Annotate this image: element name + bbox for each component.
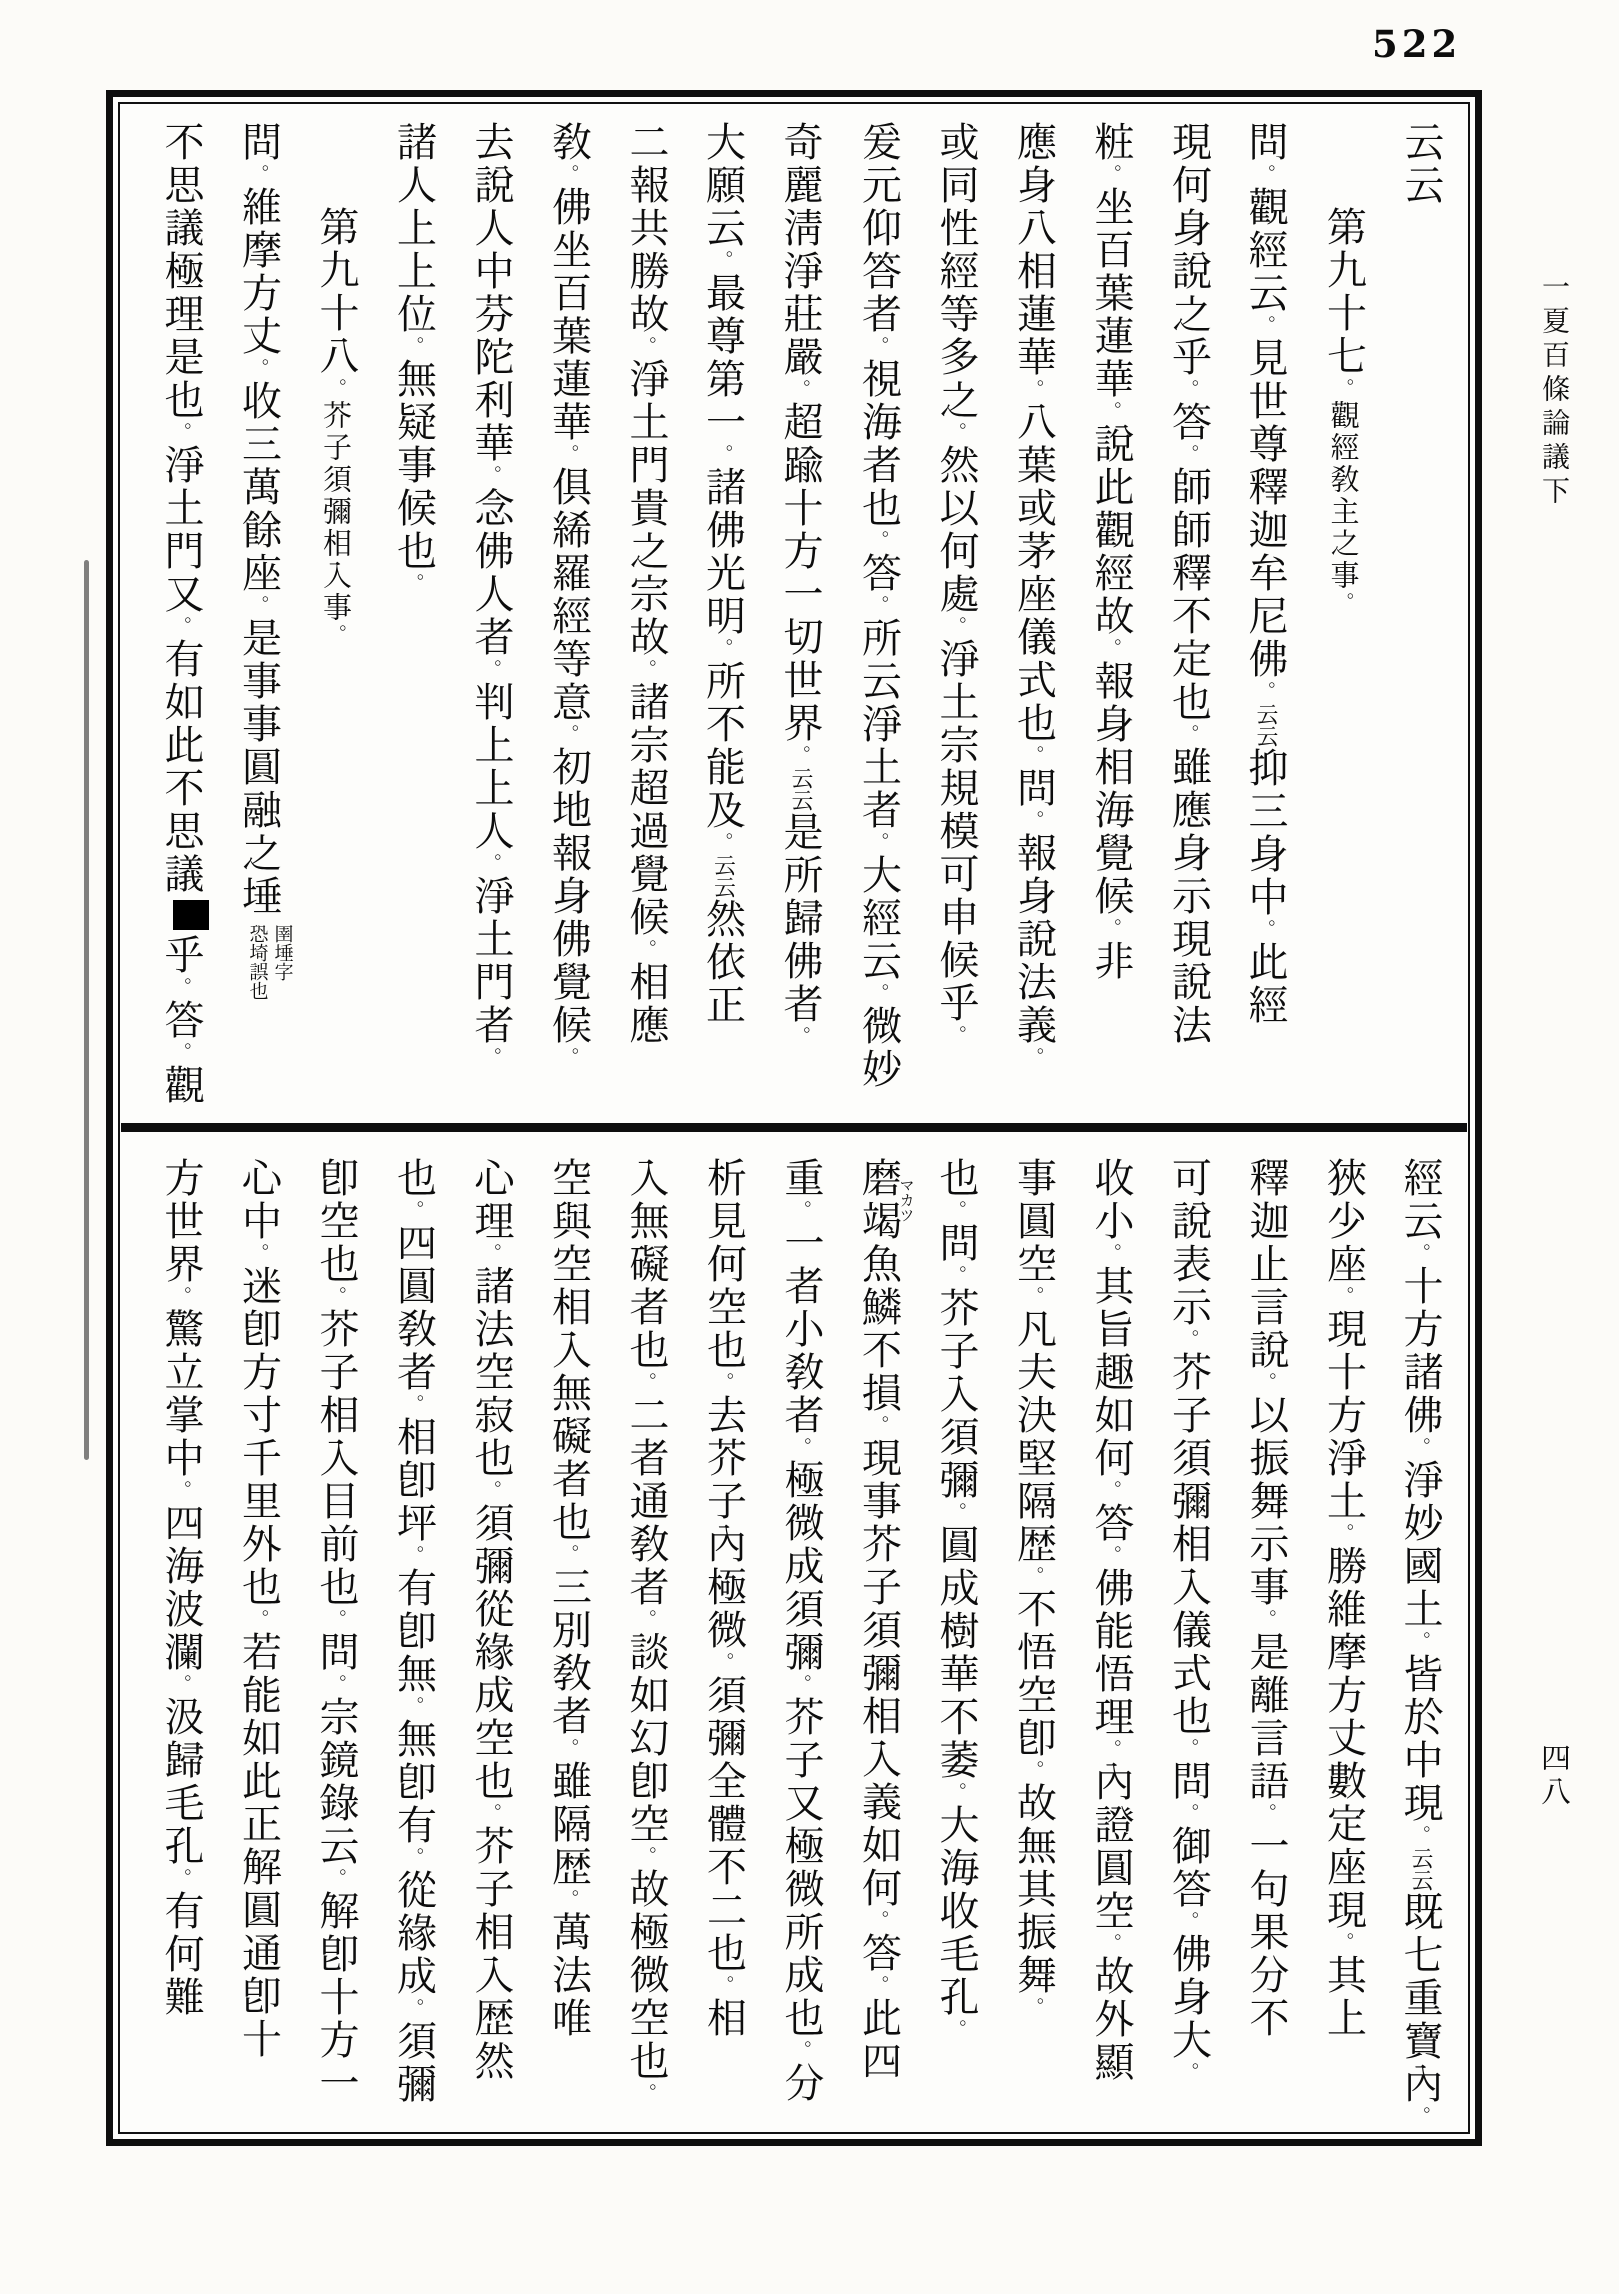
ideographic-period: 。 [170,1868,192,1890]
note-subcolumn: 恐埼誤也 [246,924,269,1000]
text-column: 敎。佛坐百葉蓮華。俱絺羅經等意。初地報身佛覺候。 [545,121,592,1069]
ideographic-period: 。 [1100,1933,1122,1955]
ideographic-period: 。 [170,1480,192,1502]
ideographic-period: 。 [1100,1243,1122,1265]
unun-abbreviation-mark: 云云 [788,767,813,811]
ideographic-period: 。 [945,422,967,444]
text-column: 狹少座。現十方淨土。勝維摩方丈數定座現。其上 [1320,1157,1367,2040]
ideographic-period: 。 [790,1200,812,1222]
ideographic-period: 。 [557,724,580,746]
ideographic-period: 。 [789,379,811,401]
ideographic-period: 。 [402,1200,425,1222]
text-column: 粧。坐百葉蓮華。說此觀經故。報身相海覺候。非 [1088,121,1134,983]
ideographic-period: 。 [1254,164,1276,186]
ideographic-period: 。 [867,832,890,854]
ideographic-period: 。 [402,1998,425,2020]
ideographic-period: 。 [945,1502,967,1524]
ideographic-period: 。 [635,336,657,358]
ideographic-period: 。 [1177,1738,1200,1760]
ideographic-period: 。 [1022,745,1045,767]
ideographic-period: 。 [945,1265,967,1287]
ideographic-period: 。 [402,1545,425,1567]
ideographic-period: 。 [480,659,502,681]
ideographic-period: 。 [635,2083,657,2105]
ideographic-period: 。 [170,1042,192,1064]
ideographic-period: 。 [1022,1566,1045,1588]
ideographic-period: 。 [867,595,890,617]
text-column: 方世界。驚立掌中。四海波瀾。汲歸毛孔。有何難 [158,1157,204,2019]
ideographic-period: 。 [325,1286,347,1308]
ideographic-period: 。 [1255,1609,1277,1631]
text-column: 事圓空。凡夫決堅隔歴。不悟空卽。故無其振舞。 [1010,1157,1057,2019]
ideographic-period: 。 [1022,1047,1045,1069]
ideographic-period: 。 [557,1889,580,1911]
ideographic-period: 。 [1332,1523,1355,1545]
ideographic-period: 。 [635,939,657,961]
interlinear-editorial-note [244,924,294,1000]
ideographic-period: 。 [790,2040,812,2062]
ideographic-period: 。 [1177,724,1200,746]
ideographic-period: 。 [1100,1545,1122,1567]
ideographic-period: 。 [247,358,270,380]
ideographic-period: 。 [402,1394,425,1416]
ideographic-period: 。 [557,1047,580,1069]
ideographic-period: 。 [557,1544,580,1566]
ideographic-period: 。 [325,624,347,646]
ideographic-period: 。 [790,1437,812,1459]
ideographic-period: 。 [1100,401,1122,423]
text-column: 心中。迷卽方寸千里外也。若能如此正解圓通卽十 [235,1157,282,2061]
text-column: 云云 [1398,121,1444,207]
ideographic-period: 。 [711,444,734,466]
ideographic-period: 。 [1332,1286,1355,1308]
ideographic-period: 。 [945,616,967,638]
ideographic-period: 。 [480,1803,502,1825]
ideographic-period: 。 [945,1782,967,1804]
ideographic-period: 。 [635,1372,657,1394]
ideographic-period: 。 [1332,378,1355,400]
text-column: 諸人上上位。無疑事候也。 [390,121,437,595]
ideographic-period: 。 [867,1415,890,1437]
unun-abbreviation-mark: 云云 [710,854,736,898]
ideographic-period: 。 [867,983,890,1005]
ideographic-period: 。 [1254,919,1276,941]
ideographic-period: 。 [170,977,192,999]
ideographic-period: 。 [247,1243,270,1265]
ideographic-period: 。 [247,164,270,186]
text-column: 也。四圓敎者。相卽坪。有卽無。無卽有。從緣成。須彌 [390,1157,437,2106]
ideographic-period: 。 [1177,1329,1200,1351]
ideographic-period: 。 [1409,2106,1431,2128]
ideographic-period: 。 [1022,379,1045,401]
text-column: 或同性經等多之。然以何處。淨土宗規模可申候乎。 [933,121,979,1047]
ideographic-period: 。 [790,1674,812,1696]
ideographic-period: 。 [789,1026,811,1048]
ideographic-period: 。 [170,1674,192,1696]
text-block-frame [106,90,1482,2146]
text-column: 不思議極理是也。淨土門又。有如此不思議乎。答。觀 [142,121,220,1099]
ideographic-period: 。 [557,444,580,466]
ideographic-period: 。 [402,573,425,595]
ideographic-period: 。 [1022,1286,1045,1308]
ideographic-period: 。 [711,638,734,660]
ideographic-period: 。 [325,1868,347,1890]
text-column: 析見何空也。去芥子內極微。須彌全體不二也。相 [700,1157,747,2040]
margin-volume-title: 一夏百條論議下 [1538,272,1571,510]
ideographic-period: 。 [1409,1825,1431,1847]
ideographic-period: 。 [1254,315,1276,337]
text-column: 去說人中芬陀利華。念佛人者。判上上人。淨土門者。 [468,121,514,1069]
ideographic-period: 。 [945,2019,967,2041]
ideographic-period: 。 [945,1025,967,1047]
ideographic-period: 。 [711,832,734,854]
ideographic-period: 。 [867,1910,890,1932]
ideographic-period: 。 [635,659,657,681]
ideographic-period: 。 [480,853,502,875]
ideographic-period: 。 [1100,164,1122,186]
ideographic-period: 。 [402,1696,425,1718]
text-column: 入無礙者也。二者通敎者。談如幻卽空。故極微空也。 [623,1157,669,2105]
ideographic-period: 。 [170,616,192,638]
text-column: 也。問。芥子入須彌。圓成樹華不萎。大海收毛孔。 [933,1157,979,2041]
ideographic-period: 。 [402,336,425,358]
text-column: 心理。諸法空寂也。須彌從緣成空也。芥子相入歴然 [468,1157,514,2083]
section-subtitle: 芥子須彌相入事。 [319,400,353,646]
ideographic-period: 。 [1332,1932,1355,1954]
text-column: 磨竭マカツ魚鱗不損。現事芥子須彌相入義如何。答。此四 [855,1157,916,2083]
ideographic-period: 。 [480,1047,502,1069]
text-column: 釋迦止言說。以振舞示事。是離言語。一句果分不 [1243,1157,1289,2040]
ideographic-period: 。 [480,1480,502,1502]
text-column: 卽空也。芥子相入目前也。問。宗鏡錄云。解卽十方一 [313,1157,359,2105]
ideographic-period: 。 [1409,1631,1431,1653]
ideographic-period: 。 [325,1674,347,1696]
ideographic-period: 。 [1177,444,1200,466]
scan-gutter-artifact [84,560,89,1460]
text-column: 應身八相蓮華。八葉或茅座儀式也。問。報身說法義。 [1010,121,1057,1069]
ideographic-period: 。 [557,1738,580,1760]
text-column: 可說表示。芥子須彌相入儀式也。問。御答。佛身大。 [1165,1157,1212,2084]
text-column: 空與空相入無礙者也。三別敎者。雖隔歴。萬法唯 [545,1157,592,2040]
text-column: 重。一者小敎者。極微成須彌。芥子又極微所成也。分 [778,1157,824,2105]
unun-abbreviation-mark: 云云 [1408,1847,1433,1891]
ideographic-period: 。 [1255,1372,1277,1394]
text-column: 第九十七。觀經敎主之事。 [1320,206,1367,614]
ideographic-period: 。 [712,1372,735,1394]
text-column: 二報共勝故。淨土門貴之宗故。諸宗超過覺候。相應 [623,121,669,1047]
ideographic-period: 。 [170,422,192,444]
ideographic-period: 。 [1022,810,1045,832]
ideographic-period: 。 [557,164,580,186]
text-column: 問。維摩方丈。收三萬餘座。是事事圓融之埵 圉埵字 恐埼誤也 [235,121,294,1000]
unun-abbreviation-mark: 云云 [1253,703,1278,747]
ideographic-period: 。 [1177,2062,1200,2084]
ideographic-period: 。 [170,1286,192,1308]
ideographic-period: 。 [635,1609,657,1631]
ideographic-period: 。 [867,530,890,552]
ideographic-period: 。 [712,1975,735,1997]
text-column: 第九十八。芥子須彌相入事。 [313,206,359,646]
page-number: 522 [1372,22,1462,66]
ideographic-period: 。 [1022,1997,1045,2019]
ideographic-period: 。 [635,1846,657,1868]
ideographic-period: 。 [247,1609,270,1631]
furigana-annotated-word: 磨竭マカツ [855,1157,916,1243]
ideographic-period: 。 [325,378,347,400]
ideographic-period: 。 [712,1652,735,1674]
ideographic-period: 。 [1254,681,1276,703]
lower-register [142,1157,1460,2128]
text-column: 大願云。最尊第一。諸佛光明。所不能及。云云然依正 [699,121,746,1027]
ideographic-period: 。 [1409,1243,1431,1265]
ideographic-period: 。 [402,1847,425,1869]
ideographic-period: 。 [247,595,270,617]
ideographic-period: 。 [1409,1437,1431,1459]
ideographic-period: 。 [711,250,734,272]
note-subcolumn: 圉埵字 [271,924,294,981]
ideographic-period: 。 [1177,1803,1200,1825]
text-column: 爰元仰答者。視海者也。答。所云淨土者。大經云。微妙 [855,121,902,1091]
text-column: 經云。十方諸佛。淨妙國土。皆於中現。云云既七重寶內。 [1397,1157,1443,2128]
ideographic-period: 。 [1022,1760,1045,1782]
text-column: 問。觀經云。見世尊釋迦牟尼佛。云云抑三身中。此經 [1242,121,1288,1027]
ideographic-period: 。 [1100,918,1122,940]
ideographic-period: 。 [1332,592,1355,614]
ideographic-period: 。 [867,1975,890,1997]
text-column: 收小。其旨趣如何。答。佛能悟理。內證圓空。故外顯 [1088,1157,1134,2084]
ink-blot-redaction-mark [173,900,209,930]
ideographic-period: 。 [1177,379,1200,401]
ideographic-period: 。 [789,745,811,767]
ideographic-period: 。 [325,1609,347,1631]
ideographic-period: 。 [1255,1803,1277,1825]
ideographic-period: 。 [480,465,502,487]
ideographic-period: 。 [1100,1739,1122,1761]
ideographic-period: 。 [867,336,890,358]
text-column: 奇麗淸淨莊嚴。超踰十方一切世界。云云是所歸佛者。 [777,121,823,1048]
ideographic-period: 。 [1177,1911,1200,1933]
section-subtitle: 觀經敎主之事。 [1326,400,1361,614]
upper-register [142,121,1460,1107]
ideographic-period: 。 [1100,1480,1122,1502]
margin-folio-number: 四八 [1535,1742,1570,1810]
ideographic-period: 。 [1100,638,1122,660]
ideographic-period: 。 [480,1243,502,1265]
text-column: 現何身說之乎。答。師師釋不定也。雖應身示現說法 [1165,121,1212,1047]
ideographic-period: 。 [945,1200,967,1222]
